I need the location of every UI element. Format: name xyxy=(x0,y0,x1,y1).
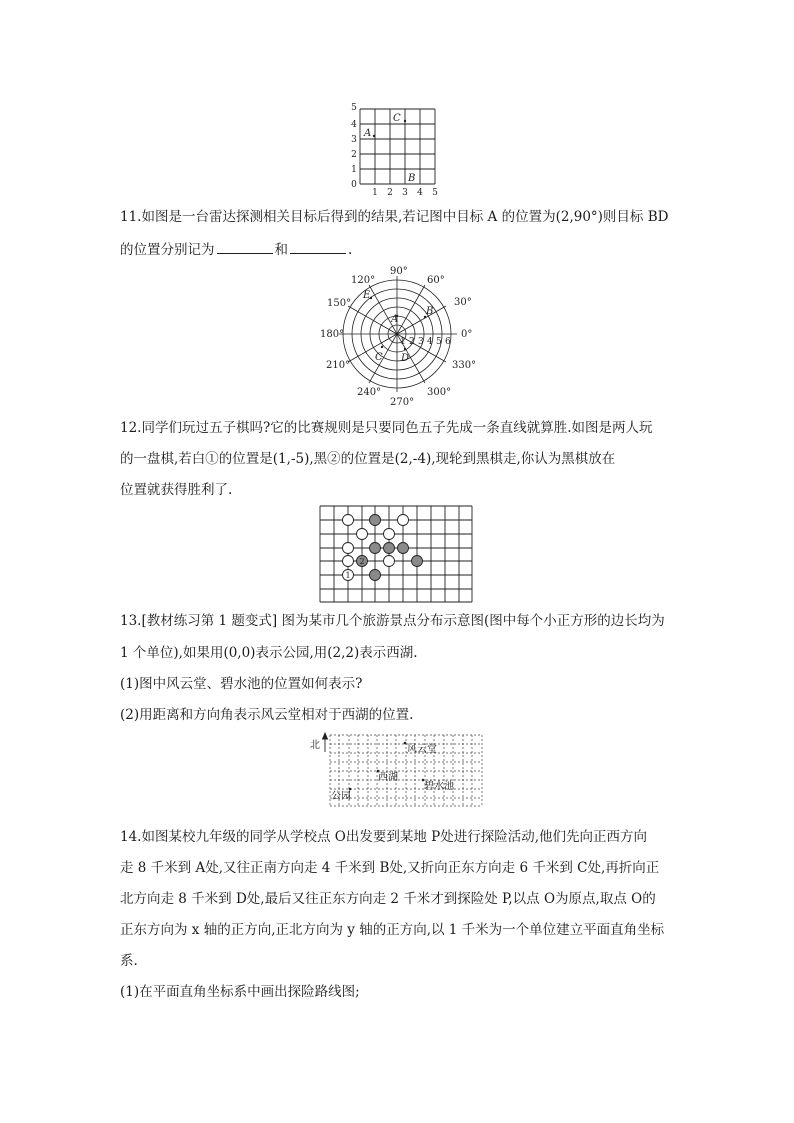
spot-fengyuntang: 风云堂 xyxy=(407,744,437,755)
spot-gongyuan: 公园 xyxy=(331,791,351,802)
target-label-e: E xyxy=(363,290,371,301)
x-tick: 3 xyxy=(402,188,408,198)
angle-label: 120° xyxy=(351,275,376,286)
radar-figure xyxy=(320,262,480,410)
q11-line2 xyxy=(120,239,352,260)
y-tick: 0 xyxy=(351,180,357,190)
q13-sub1: (1)图中风云堂、碧水池的位置如何表示? xyxy=(120,676,363,692)
ring-label: 6 xyxy=(445,337,451,347)
angle-label: 240° xyxy=(357,387,382,398)
spot-xihu: 西湖 xyxy=(378,772,398,783)
q14-line5: 系. xyxy=(120,953,138,969)
angle-label: 90° xyxy=(390,266,408,277)
q13-line1: 13.[教材练习第 1 题变式] 图为某市几个旅游景点分布示意图(图中每个小正方形的边长均为 xyxy=(120,613,665,629)
spot-bishuichi: 碧水池 xyxy=(424,781,454,792)
y-tick: 2 xyxy=(351,150,357,160)
stone-marker-2: 2 xyxy=(359,557,365,566)
ring-label: 4 xyxy=(427,337,433,347)
q11-line1: 11.如图是一台雷达探测相关目标后得到的结果,若记图中目标 A 的位置为(2,90°)则目标 BD xyxy=(120,209,669,225)
target-label-c: C xyxy=(375,352,383,363)
angle-label: 180° xyxy=(320,329,345,340)
answer-blank-d[interactable] xyxy=(290,239,346,254)
q13-line2: 1 个单位),如果用(0,0)表示公园,用(2,2)表示西湖. xyxy=(120,645,418,661)
point-label-b: B xyxy=(408,173,416,184)
scenic-map xyxy=(308,730,484,808)
q13-sub2: (2)用距离和方向角表示风云堂相对于西湖的位置. xyxy=(120,707,414,723)
q14-sub1: (1)在平面直角坐标系中画出探险路线图; xyxy=(120,984,360,1000)
ring-label: 5 xyxy=(436,337,442,347)
q12-line3: 位置就获得胜利了. xyxy=(120,482,233,498)
point-label-a: A xyxy=(364,128,372,139)
north-label: 北 xyxy=(310,740,320,751)
ring-label: 2 xyxy=(409,337,415,347)
point-label-c: C xyxy=(393,113,401,124)
target-label-b: B xyxy=(426,306,434,317)
q11-text-a: 的位置分别记为 xyxy=(120,242,215,258)
x-tick: 2 xyxy=(387,188,393,198)
q14-line3: 北方向走 8 千米到 D处,最后又往正东方向走 2 千米才到探险处 P,以点 O为原点,取点 O的 xyxy=(120,891,656,907)
target-label-a: A xyxy=(391,314,399,325)
grid-figure xyxy=(345,100,445,200)
angle-label: 300° xyxy=(427,387,452,398)
q14-line4: 正东方向为 x 轴的正方向,正北方向为 y 轴的正方向,以 1 千米为一个单位建立平面直角坐标 xyxy=(120,922,665,938)
x-tick: 4 xyxy=(417,188,423,198)
angle-label: 330° xyxy=(452,360,477,371)
y-tick: 5 xyxy=(351,103,357,113)
q14-line1: 14.如图某校九年级的同学从学校点 O出发要到某地 P处进行探险活动,他们先向正西方向 xyxy=(120,829,647,845)
stone-marker-1: 1 xyxy=(345,571,351,580)
angle-label: 210° xyxy=(326,360,351,371)
y-tick: 1 xyxy=(351,165,357,175)
target-label-d: D xyxy=(401,353,410,364)
ring-label: 3 xyxy=(418,337,424,347)
angle-label: 30° xyxy=(454,297,472,308)
answer-blank-b[interactable] xyxy=(217,239,273,254)
angle-label: 0° xyxy=(461,329,473,340)
y-tick: 3 xyxy=(351,135,357,145)
gomoku-board xyxy=(318,504,474,604)
q14-line2: 走 8 千米到 A处,又往正南方向走 4 千米到 B处,又折向正东方向走 6 千米到 C处,再折向正 xyxy=(120,860,660,876)
x-tick: 5 xyxy=(432,188,438,198)
q12-line1: 12.同学们玩过五子棋吗?它的比赛规则是只要同色五子先成一条直线就算胜.如图是两人玩 xyxy=(120,420,653,436)
q11-text-b: 和 xyxy=(274,242,288,258)
x-tick: 1 xyxy=(372,188,378,198)
q12-line2: 的一盘棋,若白①的位置是(1,-5),黑②的位置是(2,-4),现轮到黑棋走,你认为黑棋放在 xyxy=(120,451,616,467)
angle-label: 60° xyxy=(427,275,445,286)
y-tick: 4 xyxy=(351,120,357,130)
angle-label: 270° xyxy=(390,397,415,408)
angle-label: 150° xyxy=(327,298,352,309)
ring-label: 1 xyxy=(400,337,406,347)
q11-text-c: . xyxy=(348,242,353,258)
